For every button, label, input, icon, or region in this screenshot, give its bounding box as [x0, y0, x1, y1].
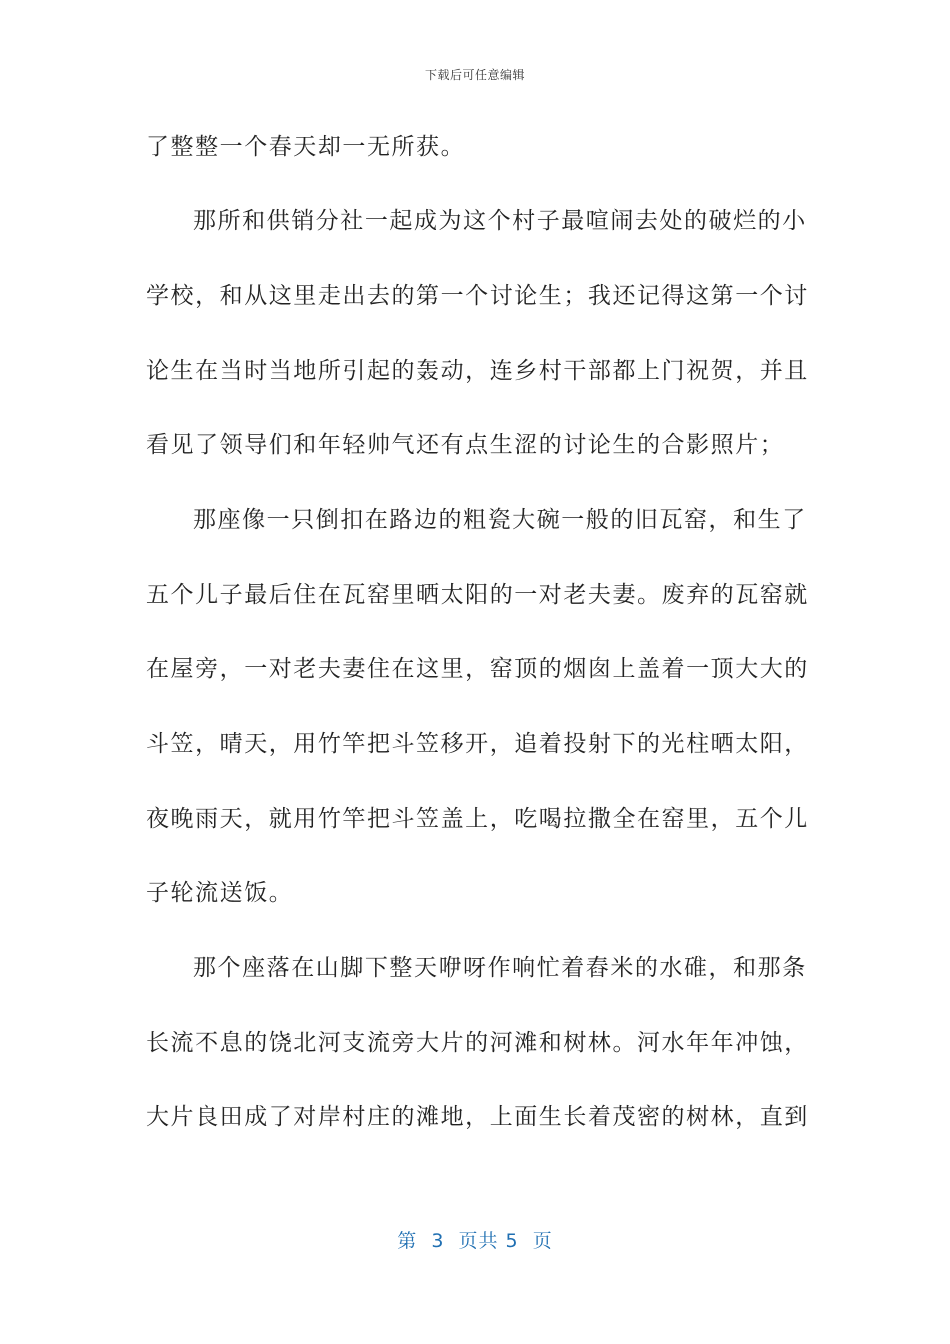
paragraph-start-line: 那个座落在山脚下整天咿呀作响忙着舂米的水碓，和那条: [193, 955, 807, 981]
text-line: 五个儿子最后住在瓦窑里晒太阳的一对老夫妻。废弃的瓦窑就: [146, 582, 809, 608]
paragraph-start-line: 那所和供销分社一起成为这个村子最喧闹去处的破烂的小: [193, 208, 807, 234]
page-header-note: 下载后可任意编辑: [424, 68, 525, 82]
text-line: 论生在当时当地所引起的轰动，连乡村干部都上门祝贺，并且: [146, 358, 809, 384]
page-number-footer: 第 3 页共 5 页: [397, 1230, 553, 1252]
text-line: 了整整一个春天却一无所获。: [146, 134, 466, 160]
text-line: 大片良田成了对岸村庄的滩地，上面生长着茂密的树林，直到: [146, 1104, 809, 1130]
text-line: 看见了领导们和年轻帅气还有点生涩的讨论生的合影照片；: [146, 432, 785, 458]
text-line: 夜晚雨天，就用竹竿把斗笠盖上，吃喝拉撒全在窑里，五个儿: [146, 806, 809, 832]
text-line: 学校，和从这里走出去的第一个讨论生；我还记得这第一个讨: [146, 283, 809, 309]
text-line: 子轮流送饭。: [146, 880, 294, 906]
text-line: 在屋旁，一对老夫妻住在这里，窑顶的烟囱上盖着一顶大大的: [146, 656, 809, 682]
paragraph-start-line: 那座像一只倒扣在路边的粗瓷大碗一般的旧瓦窑，和生了: [193, 507, 807, 533]
text-line: 斗笠，晴天，用竹竿把斗笠移开，追着投射下的光柱晒太阳，: [146, 731, 809, 757]
text-line: 长流不息的饶北河支流旁大片的河滩和树林。河水年年冲蚀，: [146, 1030, 809, 1056]
